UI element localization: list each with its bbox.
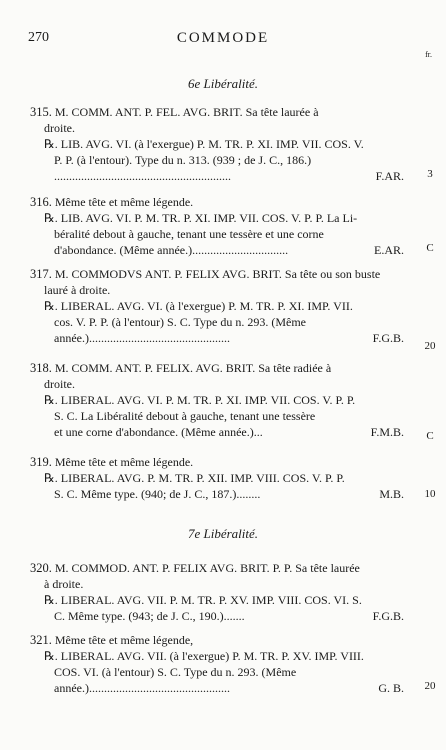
catalog-entry-317 — [30, 266, 404, 346]
reverse-text: ℞. LIB. AVG. VI. (à l'exergue) P. M. TR. P. XI. IMP. VII. COS. V. — [44, 137, 364, 151]
metal-code: F.AR. — [375, 169, 404, 183]
reverse-text: ℞. LIB. AVG. VI. P. M. TR. P. XI. IMP. VII. COS. V. P. P. La Li- — [44, 211, 358, 225]
obverse-text-cont: lauré à droite. — [44, 283, 111, 297]
obverse-text-cont: droite. — [44, 377, 75, 391]
reverse-text: ℞. LIBERAL. AVG. P. M. TR. P. XII. IMP. VIII. COS. V. P. P. — [44, 471, 345, 485]
reverse-text: ℞. LIBERAL. AVG. VII. P. M. TR. P. XV. IMP. VIII. COS. VI. S. — [44, 593, 362, 607]
obverse-text: M. COMM. ANT. P. FEL. AVG. BRIT. Sa tête laurée à — [54, 105, 319, 119]
obverse-text: M. COMMODVS ANT. P. FELIX AVG. BRIT. Sa tête ou son buste — [54, 267, 381, 281]
corner-mark: fr. — [425, 50, 432, 59]
rarity-value: 10 — [424, 488, 436, 500]
rarity-value: C — [426, 430, 434, 442]
obverse-text: Même tête et même légende, — [54, 633, 194, 647]
obverse-text-cont: à droite. — [44, 577, 84, 591]
obverse-text: M. COMMOD. ANT. P. FELIX AVG. BRIT. P. P. Sa tête laurée — [54, 561, 360, 575]
running-title: COMMODE — [176, 30, 270, 46]
rarity-value: 20 — [424, 340, 436, 352]
reverse-text-cont: année.)............................................... — [54, 681, 230, 695]
obverse-text: Même tête et même légende. — [54, 195, 194, 209]
reverse-text-cont: C. Même type. (943; de J. C., 190.)....... — [54, 609, 245, 623]
metal-code: G. B. — [378, 681, 404, 695]
section-title-7: 7e Libéralité. — [187, 526, 259, 541]
reverse-text-cont: d'abondance. (Même année.)................................ — [54, 243, 289, 257]
rarity-value: 20 — [424, 680, 436, 692]
entry-number: 319. — [30, 455, 52, 469]
reverse-text-cont: S. C. Même type. (940; de J. C., 187.)........ — [54, 487, 261, 501]
entry-number: 320. — [30, 561, 52, 575]
catalog-entry-318 — [30, 360, 404, 440]
dot-leader: ........................................................... — [54, 169, 231, 183]
reverse-text-cont: COS. VI. (à l'entour) S. C. Type du n. 293. (Même — [54, 665, 297, 679]
obverse-text: Même tête et même légende. — [54, 455, 194, 469]
obverse-text-cont: droite. — [44, 121, 75, 135]
rarity-value: 3 — [427, 168, 433, 180]
reverse-text-cont: béralité debout à gauche, tenant une tessère et une corne — [54, 227, 324, 241]
reverse-text: ℞. LIBERAL. AVG. VI. (à l'exergue) P. M. TR. P. XI. IMP. VII. — [44, 299, 353, 313]
page-number: 270 — [28, 30, 49, 45]
entry-number: 317. — [30, 267, 52, 281]
entry-number: 315. — [30, 105, 52, 119]
catalog-entry-315 — [30, 104, 404, 184]
metal-code: M.B. — [379, 487, 404, 501]
reverse-text: ℞. LIBERAL. AVG. VII. (à l'exergue) P. M. TR. P. XV. IMP. VIII. — [44, 649, 364, 663]
reverse-text-cont: année.)............................................... — [54, 331, 230, 345]
entry-number: 318. — [30, 361, 52, 375]
entry-number: 321. — [30, 633, 52, 647]
reverse-text-cont: P. P. (à l'entour). Type du n. 313. (939 ; de J. C., 186.) — [54, 153, 312, 167]
catalog-entry-316 — [30, 194, 404, 258]
catalog-entry-321 — [30, 632, 404, 696]
metal-code: F.G.B. — [372, 609, 404, 623]
catalog-entry-320 — [30, 560, 404, 624]
obverse-text: M. COMM. ANT. P. FELIX. AVG. BRIT. Sa tête radiée à — [54, 361, 332, 375]
reverse-text-cont: S. C. La Libéralité debout à gauche, tenant une tessère — [54, 409, 316, 423]
catalog-entry-319 — [30, 454, 404, 502]
reverse-text: ℞. LIBERAL. AVG. VI. P. M. TR. P. XI. IMP. VII. COS. V. P. P. — [44, 393, 356, 407]
metal-code: F.G.B. — [372, 331, 404, 345]
section-title-6: 6e Libéralité. — [187, 76, 259, 91]
reverse-text-cont: cos. V. P. P. (à l'entour) S. C. Type du n. 293. (Même — [54, 315, 306, 329]
entry-number: 316. — [30, 195, 52, 209]
metal-code: F.M.B. — [370, 425, 404, 439]
rarity-value: C — [426, 242, 434, 254]
reverse-text-cont: et une corne d'abondance. (Même année.)... — [54, 425, 263, 439]
metal-code: E.AR. — [374, 243, 404, 257]
